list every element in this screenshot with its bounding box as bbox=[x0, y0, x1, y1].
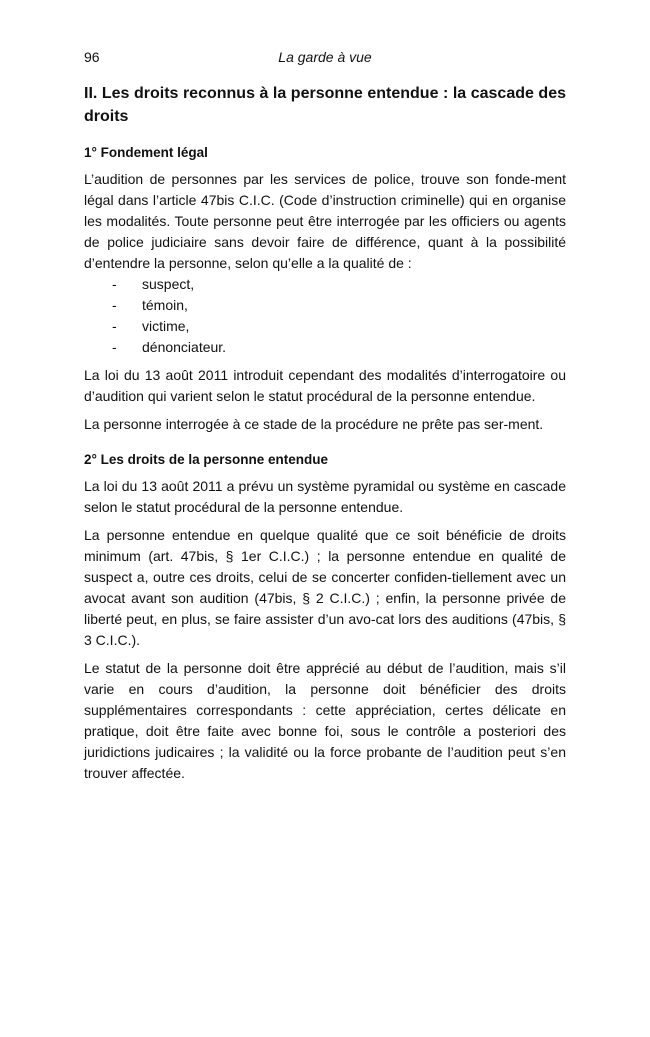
paragraph: L’audition de personnes par les services de police, trouve son fonde-ment légal dans l’article 47bis C.I.C. (Code d’instruction criminelle) qui en organise les modalités. Toute personne peut être interrogée par les officiers ou agents de police judiciaire sans devoir faire de différence, quant à la possibilité d’entendre la personne, selon qu’elle a la qualité de : bbox=[84, 171, 566, 271]
list-dash: - bbox=[112, 297, 117, 313]
list-item-text: victime, bbox=[142, 318, 190, 334]
list-item bbox=[84, 337, 566, 358]
list-item-text: dénonciateur. bbox=[142, 339, 227, 355]
list-dash: - bbox=[112, 276, 117, 292]
list-item bbox=[84, 295, 566, 316]
list-item bbox=[84, 316, 566, 337]
subsection-title-droits: 2° Les droits de la personne entendue bbox=[84, 452, 328, 467]
status-list bbox=[84, 274, 566, 358]
paragraph: La loi du 13 août 2011 a prévu un système pyramidal ou système en cascade selon le statut procédural de la personne entendue. bbox=[84, 478, 566, 515]
list-item-text: témoin, bbox=[142, 297, 188, 313]
section-title: II. Les droits reconnus à la personne entendue : la cascade des droits bbox=[84, 85, 566, 125]
paragraph: La personne entendue en quelque qualité que ce soit bénéficie de droits minimum (art. 47bis, § 1er C.I.C.) ; la personne entendue en qualité de suspect a, outre ces droits, celui de se concerter confiden-tiellement avec un avocat avant son audition (47bis, § 2 C.I.C.) ; enfin, la personne privée de liberté peut, en plus, se faire assister d’un avo-cat lors des auditions (47bis, § 3 C.I.C.). bbox=[84, 527, 566, 648]
book-page bbox=[84, 46, 566, 784]
list-item-text: suspect, bbox=[142, 276, 195, 292]
paragraph: La loi du 13 août 2011 introduit cependant des modalités d’interrogatoire ou d’audition qui varient selon le statut procédural de la personne entendue. bbox=[84, 367, 566, 404]
list-dash: - bbox=[112, 339, 117, 355]
list-item bbox=[84, 274, 566, 295]
paragraph: Le statut de la personne doit être apprécié au début de l’audition, mais s’il varie en cours d’audition, la personne doit bénéficier des droits supplémentaires correspondants : cette appréciation, certes délicate en pratique, doit être faite avec bonne foi, sous le contrôle a posteriori des juridictions judicaires ; la validité ou la force probante de l’audition peut s’en trouver affectée. bbox=[84, 660, 566, 781]
subsection-title-fondement: 1° Fondement légal bbox=[84, 145, 208, 160]
page-number: 96 bbox=[84, 49, 100, 65]
running-header bbox=[84, 46, 566, 68]
paragraph: La personne interrogée à ce stade de la procédure ne prête pas ser-ment. bbox=[84, 416, 544, 432]
running-title: La garde à vue bbox=[278, 49, 372, 65]
list-dash: - bbox=[112, 318, 117, 334]
